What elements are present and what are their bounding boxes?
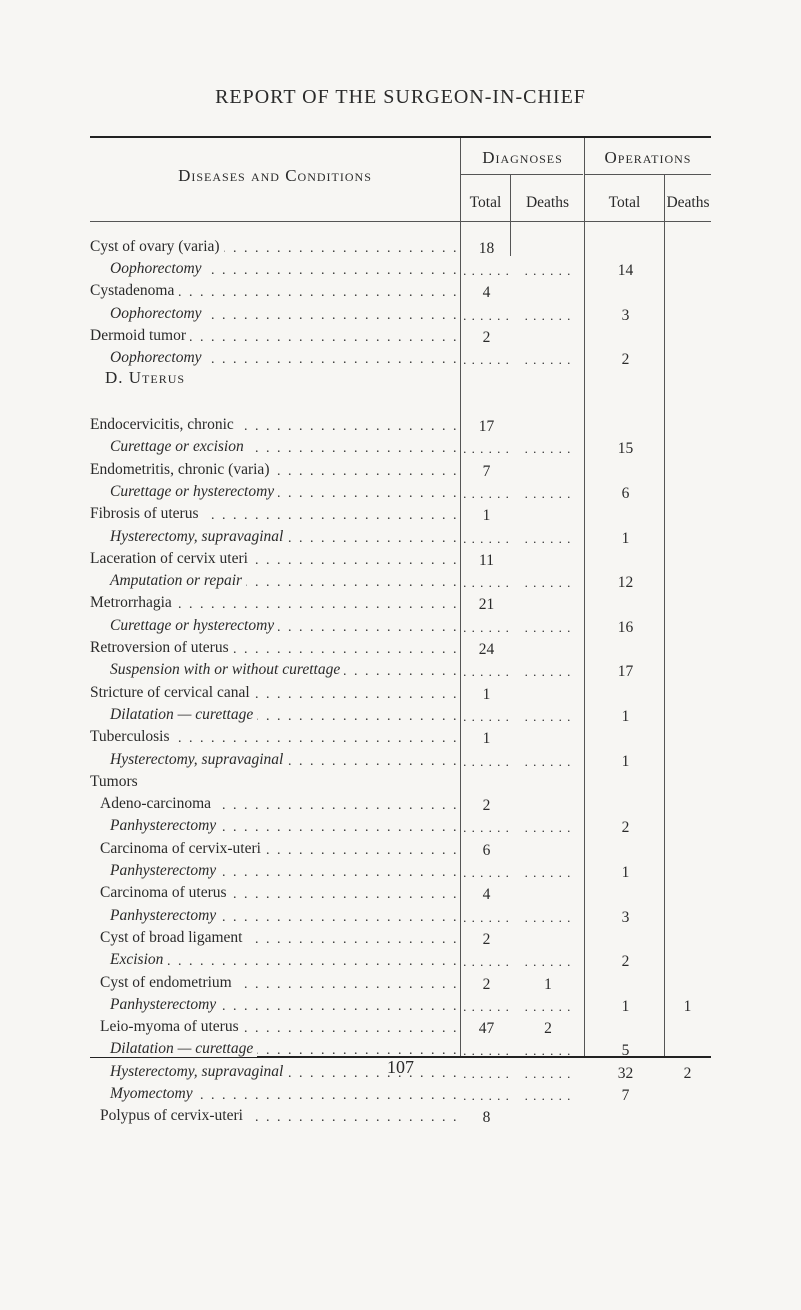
- section-heading-uterus: D. Uterus: [105, 368, 186, 387]
- cell-diagnoses-total: [462, 661, 511, 683]
- cell-diagnoses-total: 4: [482, 284, 491, 302]
- cell-operations-deaths: [665, 639, 710, 661]
- header-operations-deaths: Deaths: [666, 194, 710, 211]
- row-label: [90, 238, 457, 260]
- cell-diagnoses-deaths: [513, 840, 583, 862]
- row-label-text: Metrorrhagia: [90, 594, 176, 611]
- row-label: [90, 594, 457, 616]
- row-label-text: Endocervicitis, chronic: [90, 416, 238, 433]
- cell-diagnoses-total: 1: [482, 685, 491, 703]
- row-label-text: Curettage or hysterectomy: [90, 483, 278, 500]
- cell-diagnoses-deaths: [513, 505, 583, 527]
- cell-operations-deaths: 1: [683, 997, 692, 1015]
- cell-diagnoses-deaths: [513, 238, 583, 260]
- cell-diagnoses-total: 21: [478, 596, 495, 614]
- cell-operations-total: 1: [621, 707, 630, 725]
- table-row: [90, 951, 711, 973]
- cell-diagnoses-total: 24: [478, 641, 495, 658]
- table-row: [90, 684, 711, 706]
- cell-diagnoses-deaths: [513, 751, 583, 773]
- cell-operations-deaths: [665, 349, 710, 371]
- table-row: [90, 238, 711, 260]
- cell-diagnoses-deaths: [513, 862, 583, 884]
- table-row: [90, 751, 711, 773]
- row-label: [90, 884, 457, 906]
- row-label: [90, 907, 457, 929]
- header-rule: [585, 174, 711, 175]
- row-label-text: Stricture of cervical canal: [90, 684, 254, 701]
- row-label-text: Hysterectomy, supravaginal: [90, 751, 287, 768]
- cell-diagnoses-total: 1: [482, 507, 491, 525]
- cell-diagnoses-total: [462, 907, 511, 929]
- cell-operations-deaths: [665, 550, 710, 572]
- cell-operations-total: 5: [621, 1042, 630, 1060]
- cell-diagnoses-deaths: [513, 550, 583, 572]
- cell-diagnoses-total: [462, 817, 511, 839]
- row-label-text: Endometritis, chronic (varia): [90, 461, 273, 478]
- row-label: [90, 751, 457, 773]
- cell-diagnoses-deaths: [513, 572, 583, 594]
- cell-operations-deaths: [665, 260, 710, 282]
- cell-diagnoses-deaths: [513, 996, 583, 1018]
- table-row: [90, 728, 711, 750]
- cell-diagnoses-total: 2: [482, 930, 491, 948]
- cell-diagnoses-total: [462, 617, 511, 639]
- cell-operations-total: 17: [617, 663, 634, 681]
- cell-operations-total: [586, 416, 665, 438]
- cell-operations-deaths: 2: [683, 1064, 692, 1082]
- cell-diagnoses-total: 18: [478, 240, 495, 257]
- cell-operations-total: 16: [617, 618, 634, 636]
- cell-operations-total: [586, 884, 665, 906]
- cell-diagnoses-total: [462, 438, 511, 460]
- row-label: [90, 483, 457, 505]
- table-row: [90, 260, 711, 282]
- row-label: [90, 282, 457, 304]
- header-diagnoses-total: Total: [469, 194, 502, 211]
- table-row: [90, 305, 711, 327]
- cell-operations-deaths: [665, 862, 710, 884]
- row-label: [90, 528, 457, 550]
- cell-operations-total: [586, 461, 665, 483]
- cell-diagnoses-total: 2: [482, 975, 491, 993]
- row-label-text: Panhysterectomy: [90, 996, 220, 1013]
- table-row: [90, 840, 711, 862]
- row-label: [90, 951, 457, 973]
- cell-diagnoses-deaths: [513, 416, 583, 438]
- row-label-text: Suspension with or without curettage: [90, 661, 344, 678]
- cell-operations-deaths: [665, 572, 710, 594]
- table-row: [90, 1085, 711, 1107]
- cell-operations-deaths: [665, 661, 710, 683]
- row-label-text: Excision: [90, 951, 167, 968]
- row-label-text: Dermoid tumor: [90, 327, 190, 344]
- cell-diagnoses-total: [462, 528, 511, 550]
- cell-operations-deaths: [665, 974, 710, 996]
- cell-operations-total: [586, 282, 665, 304]
- cell-operations-deaths: [665, 1107, 710, 1129]
- row-label: [90, 661, 457, 683]
- cell-diagnoses-total: [462, 483, 511, 505]
- table-row: [90, 327, 711, 349]
- cell-diagnoses-deaths: [513, 817, 583, 839]
- row-label-text: Panhysterectomy: [90, 907, 220, 924]
- cell-operations-total: [586, 550, 665, 572]
- table-row: [90, 639, 711, 661]
- cell-operations-deaths: [665, 684, 710, 706]
- cell-operations-total: [586, 773, 665, 795]
- cell-operations-deaths: [665, 773, 710, 795]
- cell-operations-total: [586, 795, 665, 817]
- row-label-text: Oophorectomy: [90, 349, 206, 366]
- cell-diagnoses-deaths: [513, 684, 583, 706]
- cell-operations-total: 3: [621, 908, 630, 926]
- cell-operations-total: [586, 974, 665, 996]
- cell-operations-total: 2: [621, 351, 630, 368]
- table-row: [90, 795, 711, 817]
- cell-operations-total: 3: [621, 306, 630, 324]
- cell-operations-total: [586, 238, 665, 260]
- header-rule: [90, 221, 711, 222]
- cell-diagnoses-total: [462, 751, 511, 773]
- cell-diagnoses-deaths: [513, 528, 583, 550]
- row-label-text: Hysterectomy, supravaginal: [90, 528, 287, 545]
- cell-operations-deaths: [665, 238, 710, 260]
- cell-operations-deaths: [665, 438, 710, 460]
- cell-operations-deaths: [665, 617, 710, 639]
- cell-diagnoses-total: [462, 1085, 511, 1107]
- table-row: [90, 461, 711, 483]
- row-label-text: Oophorectomy: [90, 305, 206, 322]
- row-label-text: Leio-myoma of uterus: [90, 1018, 243, 1035]
- table-row: [90, 996, 711, 1018]
- row-label: [90, 929, 457, 951]
- table-row: [90, 706, 711, 728]
- cell-operations-total: [586, 594, 665, 616]
- table-row: [90, 884, 711, 906]
- cell-diagnoses-total: [462, 996, 511, 1018]
- row-label: [90, 684, 457, 706]
- table-row: [90, 661, 711, 683]
- cell-diagnoses-deaths: [513, 594, 583, 616]
- row-label: [90, 550, 457, 572]
- row-label: [90, 416, 457, 438]
- cell-operations-deaths: [665, 282, 710, 304]
- cell-diagnoses-total: [462, 706, 511, 728]
- cell-operations-deaths: [665, 706, 710, 728]
- cell-diagnoses-deaths: [513, 260, 583, 282]
- cell-operations-deaths: [665, 907, 710, 929]
- cell-operations-total: 12: [617, 574, 634, 592]
- row-label-text: Dilatation — curettage: [90, 706, 257, 723]
- header-diseases: Diseases and Conditions: [178, 166, 372, 185]
- row-label: [90, 572, 457, 594]
- row-label: [90, 862, 457, 884]
- cell-operations-deaths: [665, 305, 710, 327]
- cell-operations-deaths: [665, 795, 710, 817]
- header-diagnoses-deaths: Deaths: [525, 194, 570, 211]
- row-label-text: Cystadenoma: [90, 282, 178, 299]
- cell-diagnoses-deaths: [513, 951, 583, 973]
- cell-operations-total: [586, 505, 665, 527]
- row-label: [90, 773, 457, 795]
- cell-diagnoses-deaths: [513, 327, 583, 349]
- cell-diagnoses-deaths: [513, 795, 583, 817]
- cell-operations-total: 32: [617, 1064, 634, 1082]
- row-label-text: Retroversion of uterus: [90, 639, 233, 656]
- row-label: [90, 327, 457, 349]
- cell-operations-total: 1: [621, 529, 630, 547]
- cell-operations-total: 14: [617, 262, 634, 280]
- row-label-text: Dilatation — curettage: [90, 1040, 257, 1057]
- cell-operations-total: [586, 1018, 665, 1040]
- table-row: [90, 505, 711, 527]
- cell-operations-total: [586, 1107, 665, 1129]
- table-row: [90, 572, 711, 594]
- cell-diagnoses-deaths: [513, 483, 583, 505]
- row-label: [90, 795, 457, 817]
- header-operations-total: Total: [608, 194, 641, 211]
- cell-operations-total: [586, 728, 665, 750]
- row-label: [90, 438, 457, 460]
- cell-operations-total: 1: [621, 997, 630, 1015]
- row-label-text: Hysterectomy, supravaginal: [90, 1063, 287, 1080]
- row-label: [90, 1018, 457, 1040]
- cell-diagnoses-deaths: [513, 438, 583, 460]
- table-row: [90, 416, 711, 438]
- cell-diagnoses-total: [462, 773, 511, 795]
- cell-diagnoses-total: 7: [482, 462, 491, 480]
- cell-operations-total: [586, 639, 665, 661]
- row-label-text: Curettage or hysterectomy: [90, 617, 278, 634]
- cell-diagnoses-deaths: [513, 661, 583, 683]
- cell-diagnoses-total: [462, 260, 511, 282]
- cell-diagnoses-deaths: [513, 305, 583, 327]
- cell-diagnoses-deaths: [513, 1107, 583, 1129]
- row-label: [90, 1107, 457, 1129]
- row-label-text: Curettage or excision: [90, 438, 248, 455]
- table-row: [90, 438, 711, 460]
- table-row: [90, 1018, 711, 1040]
- cell-diagnoses-deaths: [513, 728, 583, 750]
- cell-diagnoses-total: 4: [482, 886, 491, 904]
- row-label-text: Adeno-carcinoma: [90, 795, 215, 812]
- cell-diagnoses-total: 17: [478, 418, 495, 435]
- cell-diagnoses-total: 6: [482, 841, 491, 859]
- cell-diagnoses-deaths: [513, 929, 583, 951]
- row-label: [90, 617, 457, 639]
- cell-operations-deaths: [665, 505, 710, 527]
- row-label-text: Oophorectomy: [90, 260, 206, 277]
- row-label: [90, 305, 457, 327]
- cell-operations-total: 1: [621, 752, 630, 770]
- cell-diagnoses-deaths: [513, 617, 583, 639]
- row-label: [90, 1085, 457, 1107]
- cell-diagnoses-deaths: [513, 773, 583, 795]
- cell-operations-deaths: [665, 751, 710, 773]
- row-label: [90, 706, 457, 728]
- cell-operations-deaths: [665, 817, 710, 839]
- cell-operations-deaths: [665, 1018, 710, 1040]
- cell-diagnoses-total: [462, 862, 511, 884]
- table-row: [90, 817, 711, 839]
- row-label-text: Cyst of ovary (varia): [90, 238, 224, 255]
- cell-diagnoses-deaths: 1: [544, 975, 552, 993]
- cell-operations-deaths: [665, 594, 710, 616]
- row-label-text: Polypus of cervix-uteri: [90, 1107, 247, 1124]
- table-row: [90, 594, 711, 616]
- cell-operations-total: [586, 929, 665, 951]
- row-label-text: Tumors: [90, 773, 142, 790]
- cell-operations-total: 7: [621, 1087, 630, 1104]
- cell-operations-total: 2: [621, 953, 630, 971]
- cell-diagnoses-total: 1: [482, 730, 491, 748]
- cell-diagnoses-deaths: [513, 639, 583, 661]
- cell-operations-deaths: [665, 728, 710, 750]
- row-label-text: Tuberculosis: [90, 728, 174, 745]
- table-row: [90, 974, 711, 996]
- cell-operations-total: 15: [617, 440, 634, 458]
- table-row: [90, 929, 711, 951]
- header-operations: Operations: [604, 148, 692, 167]
- table-row: [90, 1107, 711, 1129]
- cell-operations-deaths: [665, 951, 710, 973]
- table-row: [90, 528, 711, 550]
- row-label: [90, 461, 457, 483]
- cell-diagnoses-total: [462, 572, 511, 594]
- row-label: [90, 817, 457, 839]
- cell-operations-deaths: [665, 929, 710, 951]
- cell-operations-deaths: [665, 416, 710, 438]
- header-diagnoses: Diagnoses: [482, 148, 563, 167]
- table-row: [90, 907, 711, 929]
- table-row: [90, 483, 711, 505]
- row-label-text: Laceration of cervix uteri: [90, 550, 252, 567]
- cell-diagnoses-deaths: [513, 1085, 583, 1107]
- cell-diagnoses-total: [462, 951, 511, 973]
- row-label-text: Carcinoma of cervix-uteri: [90, 840, 265, 857]
- row-label: [90, 996, 457, 1018]
- cell-operations-deaths: [665, 461, 710, 483]
- row-label: [90, 260, 457, 282]
- row-label-text: Carcinoma of uterus: [90, 884, 231, 901]
- row-label: [90, 728, 457, 750]
- table-row: [90, 617, 711, 639]
- row-label-text: Cyst of endometrium: [90, 974, 236, 991]
- cell-diagnoses-deaths: [513, 884, 583, 906]
- cell-operations-deaths: [665, 884, 710, 906]
- cell-diagnoses-total: 11: [479, 551, 494, 569]
- cell-operations-total: [586, 840, 665, 862]
- table-row: [90, 282, 711, 304]
- cell-diagnoses-deaths: [513, 907, 583, 929]
- row-label-text: Amputation or repair: [90, 572, 246, 589]
- cell-diagnoses-total: 8: [482, 1109, 491, 1127]
- cell-operations-deaths: [665, 327, 710, 349]
- row-label-text: Fibrosis of uterus: [90, 505, 203, 522]
- cell-diagnoses-total: 47: [478, 1020, 495, 1038]
- cell-operations-deaths: [665, 840, 710, 862]
- cell-operations-deaths: [665, 483, 710, 505]
- row-label: [90, 840, 457, 862]
- cell-diagnoses-total: 2: [482, 328, 491, 346]
- cell-diagnoses-deaths: [513, 282, 583, 304]
- cell-diagnoses-total: [462, 305, 511, 327]
- row-label: [90, 639, 457, 661]
- cell-operations-total: 6: [621, 484, 630, 502]
- header-rule: [461, 174, 583, 175]
- table-row: [90, 862, 711, 884]
- row-label: [90, 974, 457, 996]
- row-label-text: Cyst of broad ligament: [90, 929, 247, 946]
- cell-diagnoses-deaths: [513, 706, 583, 728]
- row-label: [90, 505, 457, 527]
- row-label-text: Panhysterectomy: [90, 817, 220, 834]
- table-row: [90, 550, 711, 572]
- cell-operations-deaths: [665, 528, 710, 550]
- cell-diagnoses-deaths: 2: [544, 1020, 552, 1038]
- cell-diagnoses-deaths: [513, 349, 583, 371]
- cell-operations-total: 2: [621, 819, 630, 837]
- table-row: [90, 773, 711, 795]
- cell-operations-deaths: [665, 1085, 710, 1107]
- cell-operations-total: [586, 684, 665, 706]
- cell-diagnoses-deaths: [513, 461, 583, 483]
- row-label-text: Panhysterectomy: [90, 862, 220, 879]
- cell-operations-total: 1: [621, 864, 630, 881]
- page-number: 107: [387, 1057, 414, 1077]
- row-label-text: Myomectomy: [90, 1085, 197, 1102]
- cell-diagnoses-total: 2: [482, 797, 491, 815]
- page-title: REPORT OF THE SURGEON-IN-CHIEF: [215, 86, 586, 108]
- cell-operations-total: [586, 327, 665, 349]
